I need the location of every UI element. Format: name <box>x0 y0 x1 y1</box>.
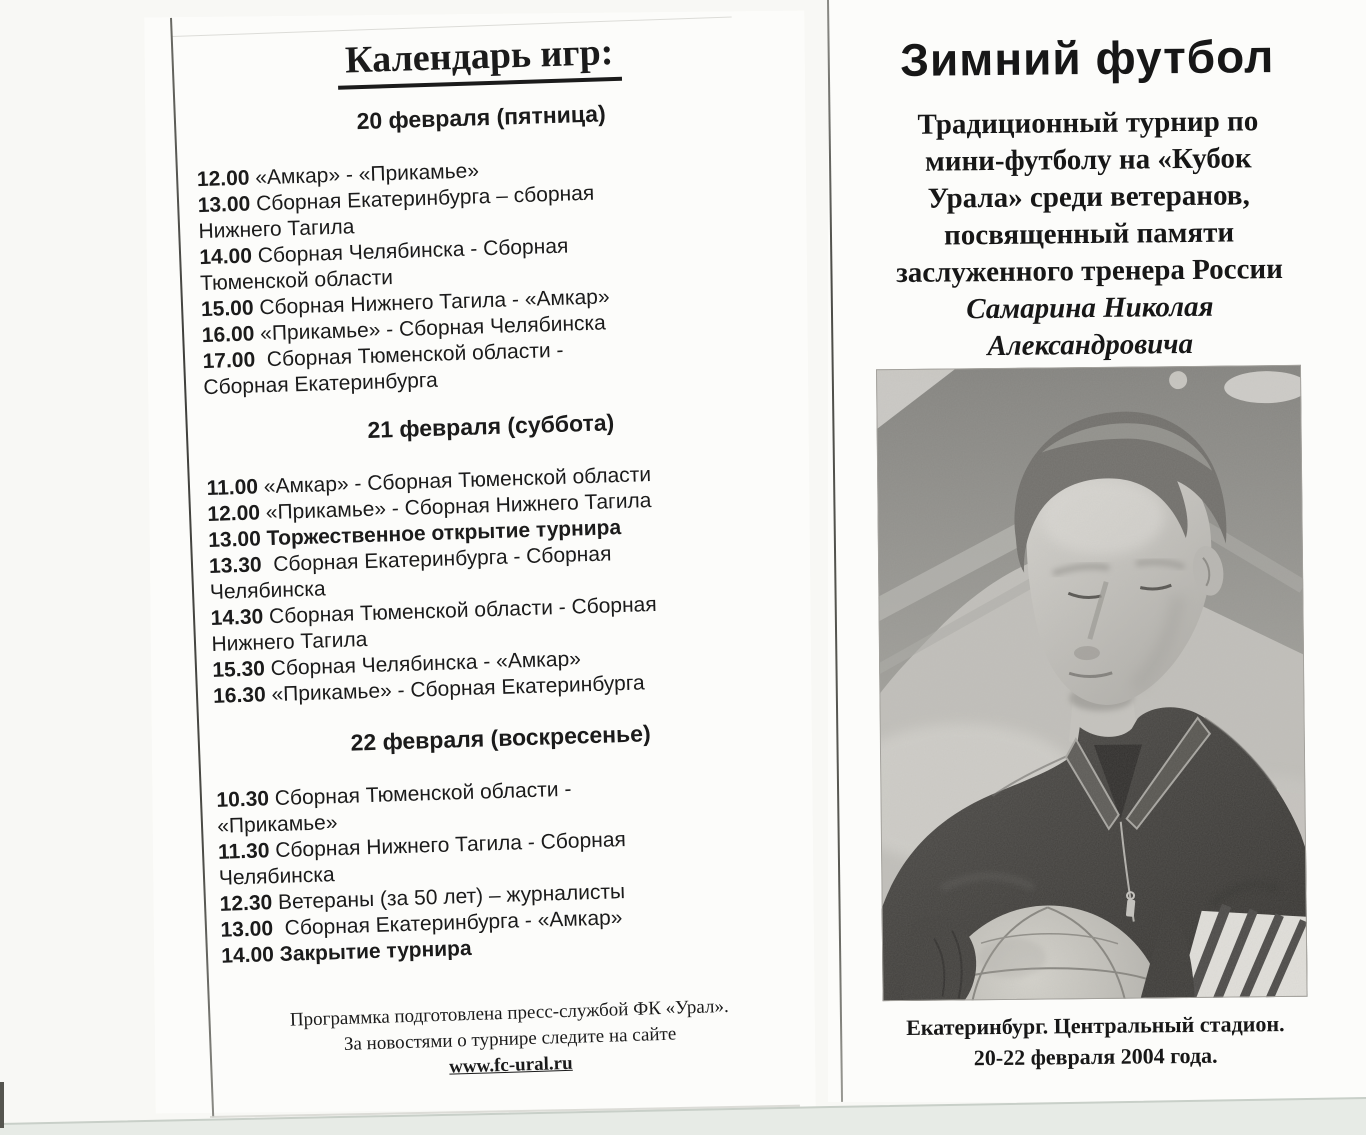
match-time: 12.00 <box>207 501 261 527</box>
tournament-description <box>830 102 1348 366</box>
match-time: 16.00 <box>201 322 255 348</box>
description-line: мини-футболу на «Кубок <box>924 142 1252 178</box>
match-time: 15.30 <box>211 657 266 682</box>
footer-line: Программка подготовлена пресс-службой ФК «Урал». <box>289 995 729 1031</box>
scan-corner-shadow <box>0 1082 4 1128</box>
match-text: Сборная Екатеринбурга <box>203 368 439 400</box>
match-time: 13.00 <box>207 527 262 552</box>
photo-scene <box>876 365 1308 1001</box>
left-page-title <box>179 25 780 95</box>
match-time: 17.00 <box>202 348 256 374</box>
match-time: 13.30 <box>208 553 262 578</box>
match-time: 15.00 <box>200 296 254 322</box>
match-text: Сборная Челябинска - Сборная <box>251 234 569 268</box>
match-time: 14.30 <box>210 605 264 630</box>
photo-caption <box>883 1008 1309 1074</box>
schedule-list <box>197 149 790 401</box>
left-page-title-text: Календарь игр: <box>336 30 622 90</box>
match-time: 13.00 <box>220 917 274 942</box>
footer-line: За новостями о турнире следите на сайте <box>343 1023 677 1055</box>
schedule-list <box>206 458 799 710</box>
match-text: Сборная Тюменской области - <box>254 338 564 372</box>
caption-line: Екатеринбург. Центральный стадион. <box>906 1011 1285 1040</box>
match-time: 13.00 <box>197 192 251 218</box>
description-line: Традиционный турнир по <box>917 105 1259 141</box>
day-section-feb22 <box>200 713 801 968</box>
match-text: Ветераны (за 50 лет) – журналисты <box>271 880 626 915</box>
match-text: «Прикамье» - Сборная Челябинска <box>254 311 607 346</box>
match-time: 16.30 <box>212 683 267 708</box>
match-time: 11.00 <box>206 475 259 501</box>
match-text: «Амкар» - Сборная Тюменской области <box>257 463 652 499</box>
description-line: Урала» среди ветеранов, <box>927 179 1250 215</box>
match-text: Сборная Тюменской области - <box>268 777 572 811</box>
day-section-feb21 <box>190 402 791 708</box>
day-section-feb20 <box>181 93 782 400</box>
page-right <box>829 12 1355 1107</box>
match-text: «Прикамье» - Сборная Нижнего Тагила <box>259 489 652 525</box>
match-text: Торжественное открытие турнира <box>260 516 622 551</box>
description-line: посвященный памяти <box>943 216 1235 252</box>
match-text: Нижнего Тагила <box>198 215 355 244</box>
match-text: Сборная Нижнего Тагила - «Амкар» <box>253 285 610 320</box>
match-text: Сборная Екатеринбурга - «Амкар» <box>272 906 623 941</box>
match-time: 12.00 <box>196 166 250 192</box>
match-text: Сборная Екатеринбурга - Сборная <box>261 542 612 577</box>
honoree-name-line: Александровича <box>987 327 1194 363</box>
match-text: Челябинска <box>218 863 335 890</box>
match-text: Сборная Челябинска - «Амкар» <box>264 647 582 681</box>
match-time: 10.30 <box>216 787 270 812</box>
match-time: 12.30 <box>219 891 273 916</box>
match-text: Тюменской области <box>199 266 394 296</box>
match-text: Сборная Нижнего Тагила - Сборная <box>269 828 627 863</box>
day-heading: 21 февраля (суббота) <box>367 409 615 443</box>
page-left <box>178 19 811 1099</box>
left-page-footer <box>209 991 811 1088</box>
match-text: «Прикамье» <box>216 811 338 838</box>
photo-grain <box>876 365 1308 1001</box>
match-text: Сборная Тюменской области - Сборная <box>262 592 658 629</box>
day-heading: 22 февраля (воскресенье) <box>350 720 652 756</box>
caption-line: 20-22 февраля 2004 года. <box>973 1042 1218 1071</box>
match-text: Нижнего Тагила <box>211 628 368 656</box>
match-time: 14.00 <box>199 244 253 270</box>
match-text: Закрытие турнира <box>273 936 472 967</box>
right-page-title: Зимний футбол <box>899 30 1275 86</box>
match-text: «Прикамье» - Сборная Екатеринбурга <box>265 671 645 707</box>
match-time: 14.00 <box>220 943 275 968</box>
honoree-name-line: Самарина Николая <box>966 290 1214 326</box>
match-time: 11.30 <box>217 839 270 864</box>
website-url: www.fc-ural.ru <box>448 1052 573 1078</box>
description-line: заслуженного тренера России <box>895 252 1284 290</box>
coach-photo <box>876 365 1308 1001</box>
match-text: Челябинска <box>209 577 327 604</box>
schedule-list <box>216 769 807 969</box>
match-text: Сборная Екатеринбурга – сборная <box>249 181 595 216</box>
day-heading: 20 февраля (пятница) <box>356 100 607 135</box>
match-text: «Амкар» - «Прикамье» <box>249 159 480 190</box>
